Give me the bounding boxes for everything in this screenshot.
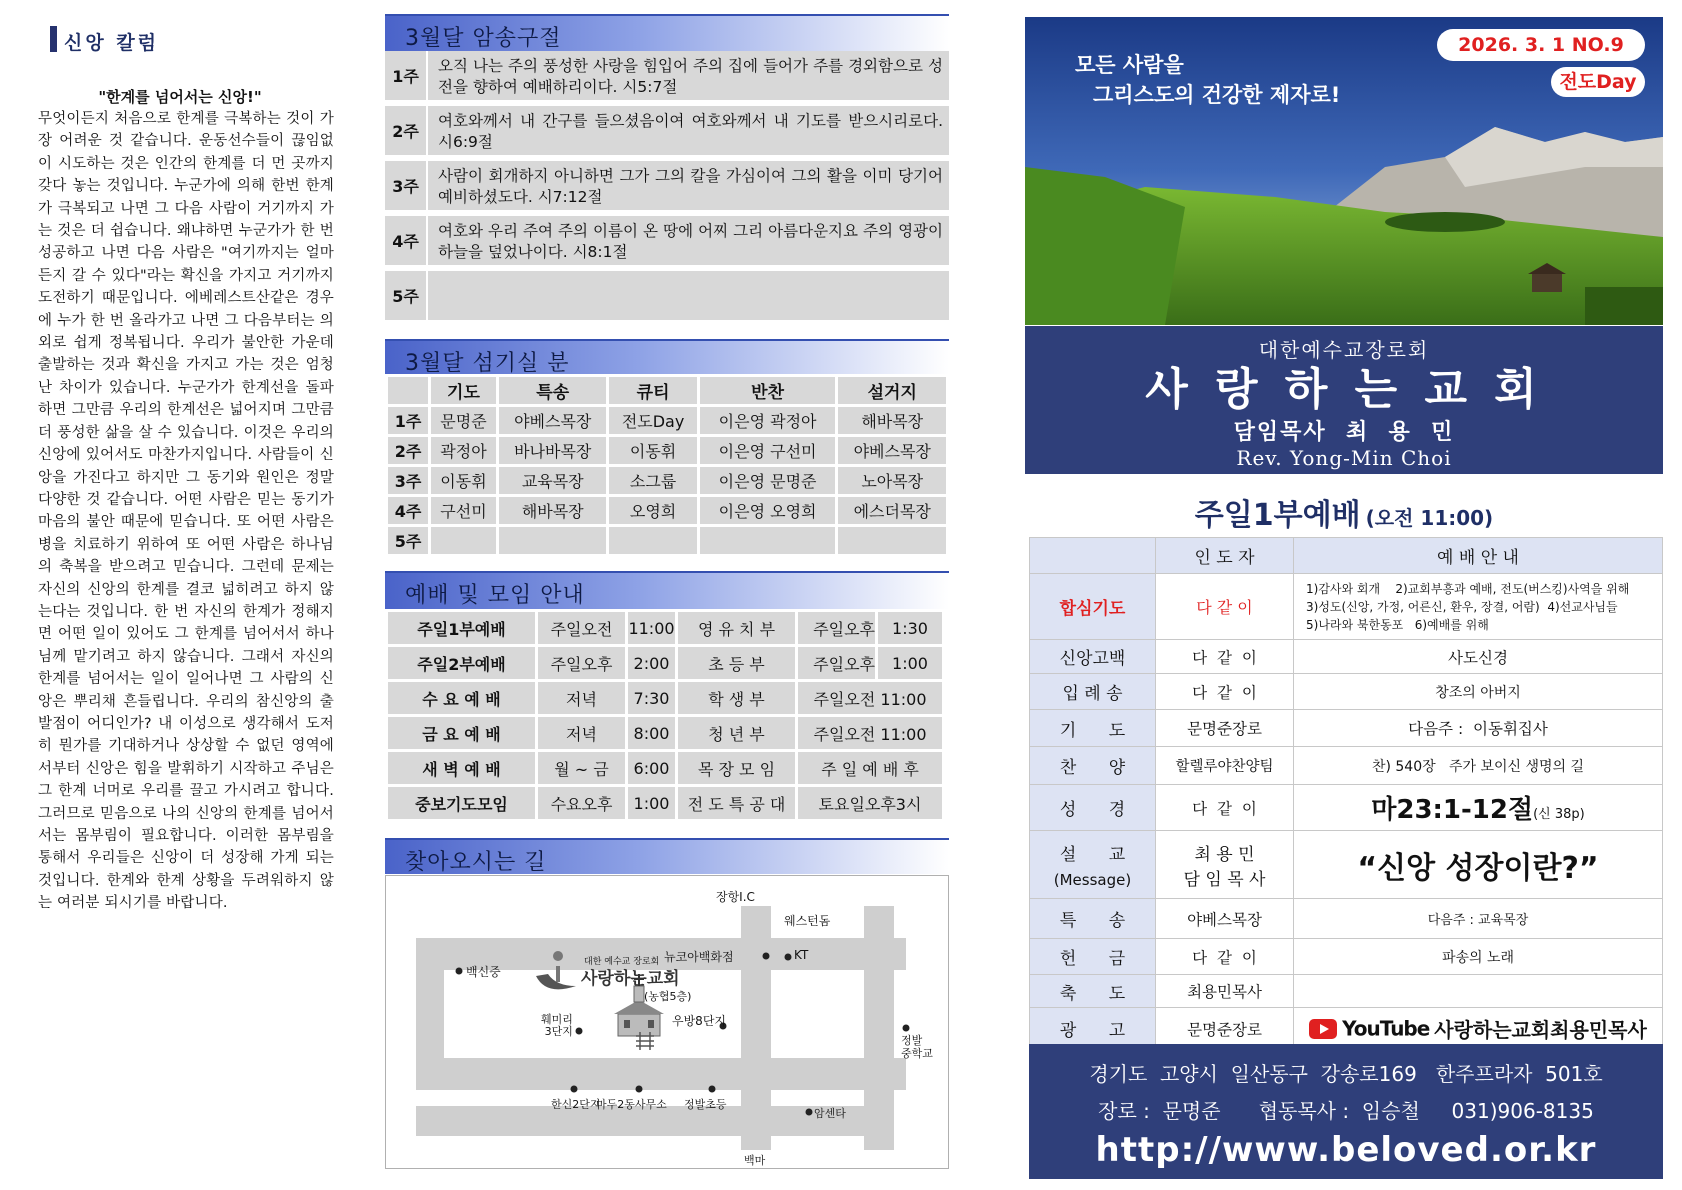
table-cell: 이은영 구선미 (698, 436, 837, 466)
order-leader: 야베스목장 (1156, 899, 1294, 939)
verse-week: 2주 (385, 106, 428, 155)
verse-week: 4주 (385, 216, 428, 265)
table-row (387, 786, 944, 821)
meeting-day: 주일오전 11:00 (797, 716, 944, 751)
table-cell: 구선미 (430, 496, 498, 526)
meeting-time: 2:00 (627, 646, 677, 681)
youtube-play-icon (1309, 1019, 1337, 1039)
table-cell: 노아목장 (837, 466, 948, 496)
table-cell: 이동휘 (608, 436, 698, 466)
meeting-group: 전 도 특 공 대 (677, 786, 797, 821)
order-item: 설 교 (1059, 845, 1126, 865)
map-label-jeongbal-middle: 정발 중학교 (901, 1034, 933, 1060)
meeting-day: 수요오후 (537, 786, 627, 821)
table-header: 반찬 (698, 376, 837, 406)
order-leader: 문명준장로 (1156, 710, 1294, 747)
service-header: 3월달 섬기실 분 (385, 339, 949, 377)
meetings-header: 예배 및 모임 안내 (385, 571, 949, 609)
table-cell: 전도Day (608, 406, 698, 436)
meeting-day: 저녁 (537, 716, 627, 751)
order-leader-sub: 담 임 목 사 (1183, 869, 1266, 890)
table-row (387, 646, 944, 681)
order-item-sub: (Message) (1053, 871, 1132, 889)
map-label-church-small: 대한 예수교 장로회 (584, 957, 660, 967)
slogan-line-1: 모든 사람을 (1075, 53, 1184, 77)
youtube-wordmark: YouTube (1342, 1016, 1430, 1041)
table-cell (837, 526, 948, 556)
slogan-line-2: 그리스도의 건강한 제자로! (1093, 83, 1341, 107)
map-label-church: 사랑하는교회 (581, 969, 680, 989)
scripture-page: (신 38p) (1533, 807, 1585, 822)
verse-week: 1주 (385, 51, 428, 100)
verse-row (385, 106, 949, 158)
table-cell (430, 526, 498, 556)
table-row (387, 751, 944, 786)
hero-banner (1025, 17, 1663, 325)
map-label-floor: (농협5층) (644, 990, 692, 1003)
order-info: 1)감사와 회개 2)교회부흥과 예배, 전도(버스킹)사역을 위해 3)성도(신앙, 가정, 어른신, 환우, 장결, 어람) 4)선교사님들 5)나라와 북한동포 6)예배를 위해 (1294, 574, 1663, 640)
church-name: 사 랑 하 는 교 회 (1145, 364, 1543, 415)
map-label-newcore: 뉴코아백화점 (664, 950, 734, 964)
order-info-scripture (1294, 785, 1663, 831)
meeting-day: 토요일오후3시 (797, 786, 944, 821)
table-cell: 이동휘 (430, 466, 498, 496)
order-item: 신앙고백 (1030, 640, 1156, 674)
website-link[interactable]: http://www.beloved.or.kr (1095, 1130, 1597, 1170)
meeting-day: 주일오전 (537, 611, 627, 646)
column-header-leader: 인 도 자 (1156, 538, 1294, 574)
meeting-day: 주일오후 (537, 646, 627, 681)
table-row (1030, 831, 1663, 899)
verse-row (385, 51, 949, 103)
meetings-table (385, 609, 945, 822)
order-item: 입 례 송 (1030, 674, 1156, 710)
week-cell: 2주 (387, 436, 430, 466)
table-cell (497, 526, 608, 556)
table-row (1030, 975, 1663, 1008)
map-label-baekshin: 백신중 (466, 965, 501, 979)
order-info: 찬) 540장 주가 보이신 생명의 길 (1294, 747, 1663, 785)
meeting-name: 주일2부예배 (387, 646, 537, 681)
table-cell (698, 526, 837, 556)
table-row (1030, 747, 1663, 785)
order-item-sermon (1030, 831, 1156, 899)
footer-contacts: 장로 : 문명준 협동목사 : 임승철 031)906-8135 (1098, 1099, 1594, 1123)
meeting-name: 금 요 예 배 (387, 716, 537, 751)
meeting-time: 7:30 (627, 681, 677, 716)
table-row (1030, 939, 1663, 975)
meeting-time: 1:00 (877, 646, 944, 681)
meeting-group: 청 년 부 (677, 716, 797, 751)
table-row (1030, 538, 1663, 574)
table-row (387, 611, 944, 646)
map-label-kt: KT (794, 948, 809, 962)
verses-header: 3월달 암송구절 (385, 14, 949, 52)
meeting-name: 주일1부예배 (387, 611, 537, 646)
table-row (387, 406, 948, 436)
order-item: 기 도 (1030, 710, 1156, 747)
verse-text: 사람이 회개하지 아니하면 그가 그의 칼을 가심이여 그의 활을 이미 당기어 예비하셨도다. 시7:12절 (438, 167, 943, 206)
verse-row (385, 161, 949, 213)
map-header: 찾아오시는 길 (385, 838, 949, 874)
table-cell: 해바목장 (497, 496, 608, 526)
column-section-title: 신앙 칼럼 (64, 32, 160, 54)
meeting-name: 새 벽 예 배 (387, 751, 537, 786)
table-cell: 에스더목장 (837, 496, 948, 526)
map-label-ic: 장항I.C (716, 890, 755, 904)
meeting-day: 주일오후 (797, 646, 877, 681)
meeting-time: 11:00 (627, 611, 677, 646)
table-row (1030, 640, 1663, 674)
order-info: 다음주 : 교육목장 (1294, 899, 1663, 939)
meeting-group: 목 장 모 임 (677, 751, 797, 786)
order-leader: 할렐루야찬양팀 (1156, 747, 1294, 785)
youtube-channel-name: 사랑하는교회최용민목사 (1434, 1018, 1647, 1042)
table-header: 특송 (497, 376, 608, 406)
order-leader-sermon (1156, 831, 1294, 899)
table-cell: 곽정아 (430, 436, 498, 466)
table-header: 기도 (430, 376, 498, 406)
verse-text: 여호와께서 내 간구를 들으셨음이여 여호와께서 내 기도를 받으시리로다. 시6:9절 (438, 112, 943, 151)
issue-date-badge: 2026. 3. 1 NO.9 (1437, 29, 1645, 61)
table-cell: 야베스목장 (497, 406, 608, 436)
order-item: 헌 금 (1030, 939, 1156, 975)
map-roads (386, 876, 949, 1169)
week-cell: 1주 (387, 406, 430, 436)
order-leader: 다 같 이 (1156, 939, 1294, 975)
verse-text: 오직 나는 주의 풍성한 사랑을 힘입어 주의 집에 들어가 주를 경외함으로 성전을 향하여 예배하리이다. 시5:7절 (438, 57, 943, 96)
column-body: 무엇이든지 처음으로 한계를 극복하는 것이 가장 어려운 것 같습니다. 운동선수들이 끊임없이 시도하는 것은 인간의 한계를 더 먼 곳까지 갖다 놓는 것입니다. 누군가에 의해 한번 한계가 극복되고 나면 그 다음 사람이 거기까지 가는 것은 더 쉽습니다. 왜냐하면 누군가가 한 번 성공하고 나면 다음 사람은 "여기까지는 얼마든지 갈 수 있다"라는 확신을 가지고 거기까지 도전하기 때문입니다. 에베레스트산같은 경우에 누가 한 번 올라가고 나면 그 다음부터는 의외로 쉽게 정복됩니다. 우리가 불안한 가운데 출발하는 것과 확신을 가지고 가는 것은 엄청난 차이가 있습니다. 누군가가 한계선을 돌파하면 그만큼 우리의 한계선은 넓어지며 그만큼 더 풍성한 삶을 살 수 있습니다. 이것은 우리의 신앙에 있어서도 마찬가지입니다. 사람들이 신앙을 가진다고 하지만 그 동기와 원인은 정말 다양한 것 같습니다. 어떤 사람은 믿는 동기가 마음의 불안 때문에 믿습니다. 또 어떤 사람은 병을 치료하기 위하여 또 어떤 사람은 하나님의 축복을 받으려고 믿습니다. 그런데 문제는 자신의 신앙의 한계를 결코 넓히려고 하지 않는다는 것입니다. 한 번 자신의 한계가 정해지면 어떤 일이 있어도 그 한계를 넘어서서 하나님께 맡기려고 하지 않습니다. 그래서 자신의 한계를 넘어서는 일이 일어나면 그 사람의 신앙은 뿌리채 흔들립니다. 우리의 참신앙의 출발점이 어디인가? 내 이성으로 생각해서 도저히 뭔가를 기대하거나 상상할 수 없던 영역에서부터 신앙은 힘을 발휘하기 시작하고 주님은 그 한계 너머로 우리를 끌고 가시려고 합니다. 그러므로 믿음으로 나의 신앙의 한계를 넘어서서는 몸부림이 필요합니다. 이러한 몸부림을 통해서 우리들은 신앙이 더 성장해 가게 되는 것입니다. 한계와 한계 상황을 두려워하지 않는 여러분 되시기를 바랍니다. (38, 111, 334, 912)
meeting-group: 학 생 부 (677, 681, 797, 716)
column-section (28, 20, 334, 1180)
order-info (1294, 975, 1663, 1008)
order-leader: 다 같 이 (1156, 674, 1294, 710)
table-cell: 바나바목장 (497, 436, 608, 466)
service-table (385, 374, 949, 557)
order-leader: 최 용 민 (1194, 844, 1255, 865)
table-cell: 교육목장 (497, 466, 608, 496)
meeting-name: 수 요 예 배 (387, 681, 537, 716)
order-leader: 다 같 이 (1156, 574, 1294, 640)
pastor-name-en: Rev. Yong-Min Choi (1236, 446, 1452, 470)
table-cell (608, 526, 698, 556)
order-item: 광 고 (1030, 1008, 1156, 1050)
meeting-time: 1:30 (877, 611, 944, 646)
table-cell: 문명준 (430, 406, 498, 436)
table-row (1030, 785, 1663, 831)
order-info: 사도신경 (1294, 640, 1663, 674)
pastor-name: 담임목사 최 용 민 (1233, 420, 1455, 445)
order-leader: 다 같 이 (1156, 785, 1294, 831)
table-row (1030, 574, 1663, 640)
order-item: 특 송 (1030, 899, 1156, 939)
table-corner (1030, 538, 1156, 574)
map-label-westerndom: 웨스턴돔 (784, 914, 831, 928)
column-header-info: 예 배 안 내 (1294, 538, 1663, 574)
verse-week: 5주 (385, 271, 428, 320)
meeting-group: 초 등 부 (677, 646, 797, 681)
meeting-time: 6:00 (627, 751, 677, 786)
order-title (1025, 490, 1663, 534)
meeting-time: 1:00 (627, 786, 677, 821)
footer (1029, 1044, 1663, 1179)
map-label-madu: 마두2동사무소 (596, 1098, 667, 1111)
map-label-cancer: 암센타 (814, 1107, 846, 1120)
meeting-day: 주 일 예 배 후 (797, 751, 944, 786)
map-label-woobang: 우방8단지 (672, 1014, 727, 1028)
column-headline: "한계를 넘어서는 신앙!" (98, 88, 262, 106)
table-row (387, 496, 948, 526)
order-item: 합심기도 (1030, 574, 1156, 640)
order-info: 파송의 노래 (1294, 939, 1663, 975)
table-row (1030, 710, 1663, 747)
map-label-hanshin: 한신2단지 (551, 1098, 601, 1111)
meeting-day: 월 ~ 금 (537, 751, 627, 786)
order-item: 축 도 (1030, 975, 1156, 1008)
table-cell: 이은영 곽정아 (698, 406, 837, 436)
table-cell: 해바목장 (837, 406, 948, 436)
church-name-panel (1025, 326, 1663, 474)
table-cell: 이은영 문명준 (698, 466, 837, 496)
order-item: 성 경 (1030, 785, 1156, 831)
meeting-day: 저녁 (537, 681, 627, 716)
location-map[interactable] (385, 875, 949, 1169)
worship-order-table (1029, 537, 1663, 1050)
order-title-main: 주일1부예배 (1194, 498, 1361, 533)
meeting-day: 주일오전 11:00 (797, 681, 944, 716)
order-info: 다음주 : 이동휘집사 (1294, 710, 1663, 747)
table-corner (387, 376, 430, 406)
footer-address: 경기도 고양시 일산동구 강송로169 한주프라자 501호 (1089, 1062, 1603, 1086)
verse-week: 3주 (385, 161, 428, 210)
scripture-reference: 마23:1-12절 (1371, 795, 1534, 825)
table-cell: 오영희 (608, 496, 698, 526)
order-title-time: (오전 11:00) (1365, 506, 1494, 530)
verse-row (385, 216, 949, 268)
table-row (387, 716, 944, 751)
sermon-title: “신앙 성장이란?” (1294, 831, 1663, 899)
order-leader: 다 같 이 (1156, 640, 1294, 674)
table-header: 설거지 (837, 376, 948, 406)
verses-table (385, 51, 949, 325)
order-leader: 최용민목사 (1156, 975, 1294, 1008)
order-leader: 문명준장로 (1156, 1008, 1294, 1050)
order-info: 창조의 아버지 (1294, 674, 1663, 710)
week-cell: 3주 (387, 466, 430, 496)
table-cell: 이은영 오영희 (698, 496, 837, 526)
verse-text: 여호와 우리 주여 주의 이름이 온 땅에 어찌 그리 아름다운지요 주의 영광이 하늘을 덮었나이다. 시8:1절 (438, 222, 943, 261)
order-item: 찬 양 (1030, 747, 1156, 785)
table-row (387, 436, 948, 466)
meeting-day: 주일오후 (797, 611, 877, 646)
week-cell: 5주 (387, 526, 430, 556)
table-row (1030, 674, 1663, 710)
table-cell: 소그룹 (608, 466, 698, 496)
meeting-group: 영 유 치 부 (677, 611, 797, 646)
meeting-time: 8:00 (627, 716, 677, 751)
meeting-name: 중보기도모임 (387, 786, 537, 821)
table-row (387, 466, 948, 496)
event-badge: 전도Day (1551, 67, 1645, 97)
map-label-humiri: 훼미리 3단지 (541, 1013, 573, 1038)
table-cell: 야베스목장 (837, 436, 948, 466)
table-row (387, 376, 948, 406)
map-label-jeongbal-elem: 정발초등 (684, 1098, 727, 1111)
table-row (387, 526, 948, 556)
verse-row (385, 271, 949, 323)
table-header: 큐티 (608, 376, 698, 406)
table-row (1030, 899, 1663, 939)
denomination: 대한예수교장로회 (1258, 338, 1430, 362)
map-label-baekma: 백마 (744, 1154, 766, 1167)
week-cell: 4주 (387, 496, 430, 526)
table-row (387, 681, 944, 716)
